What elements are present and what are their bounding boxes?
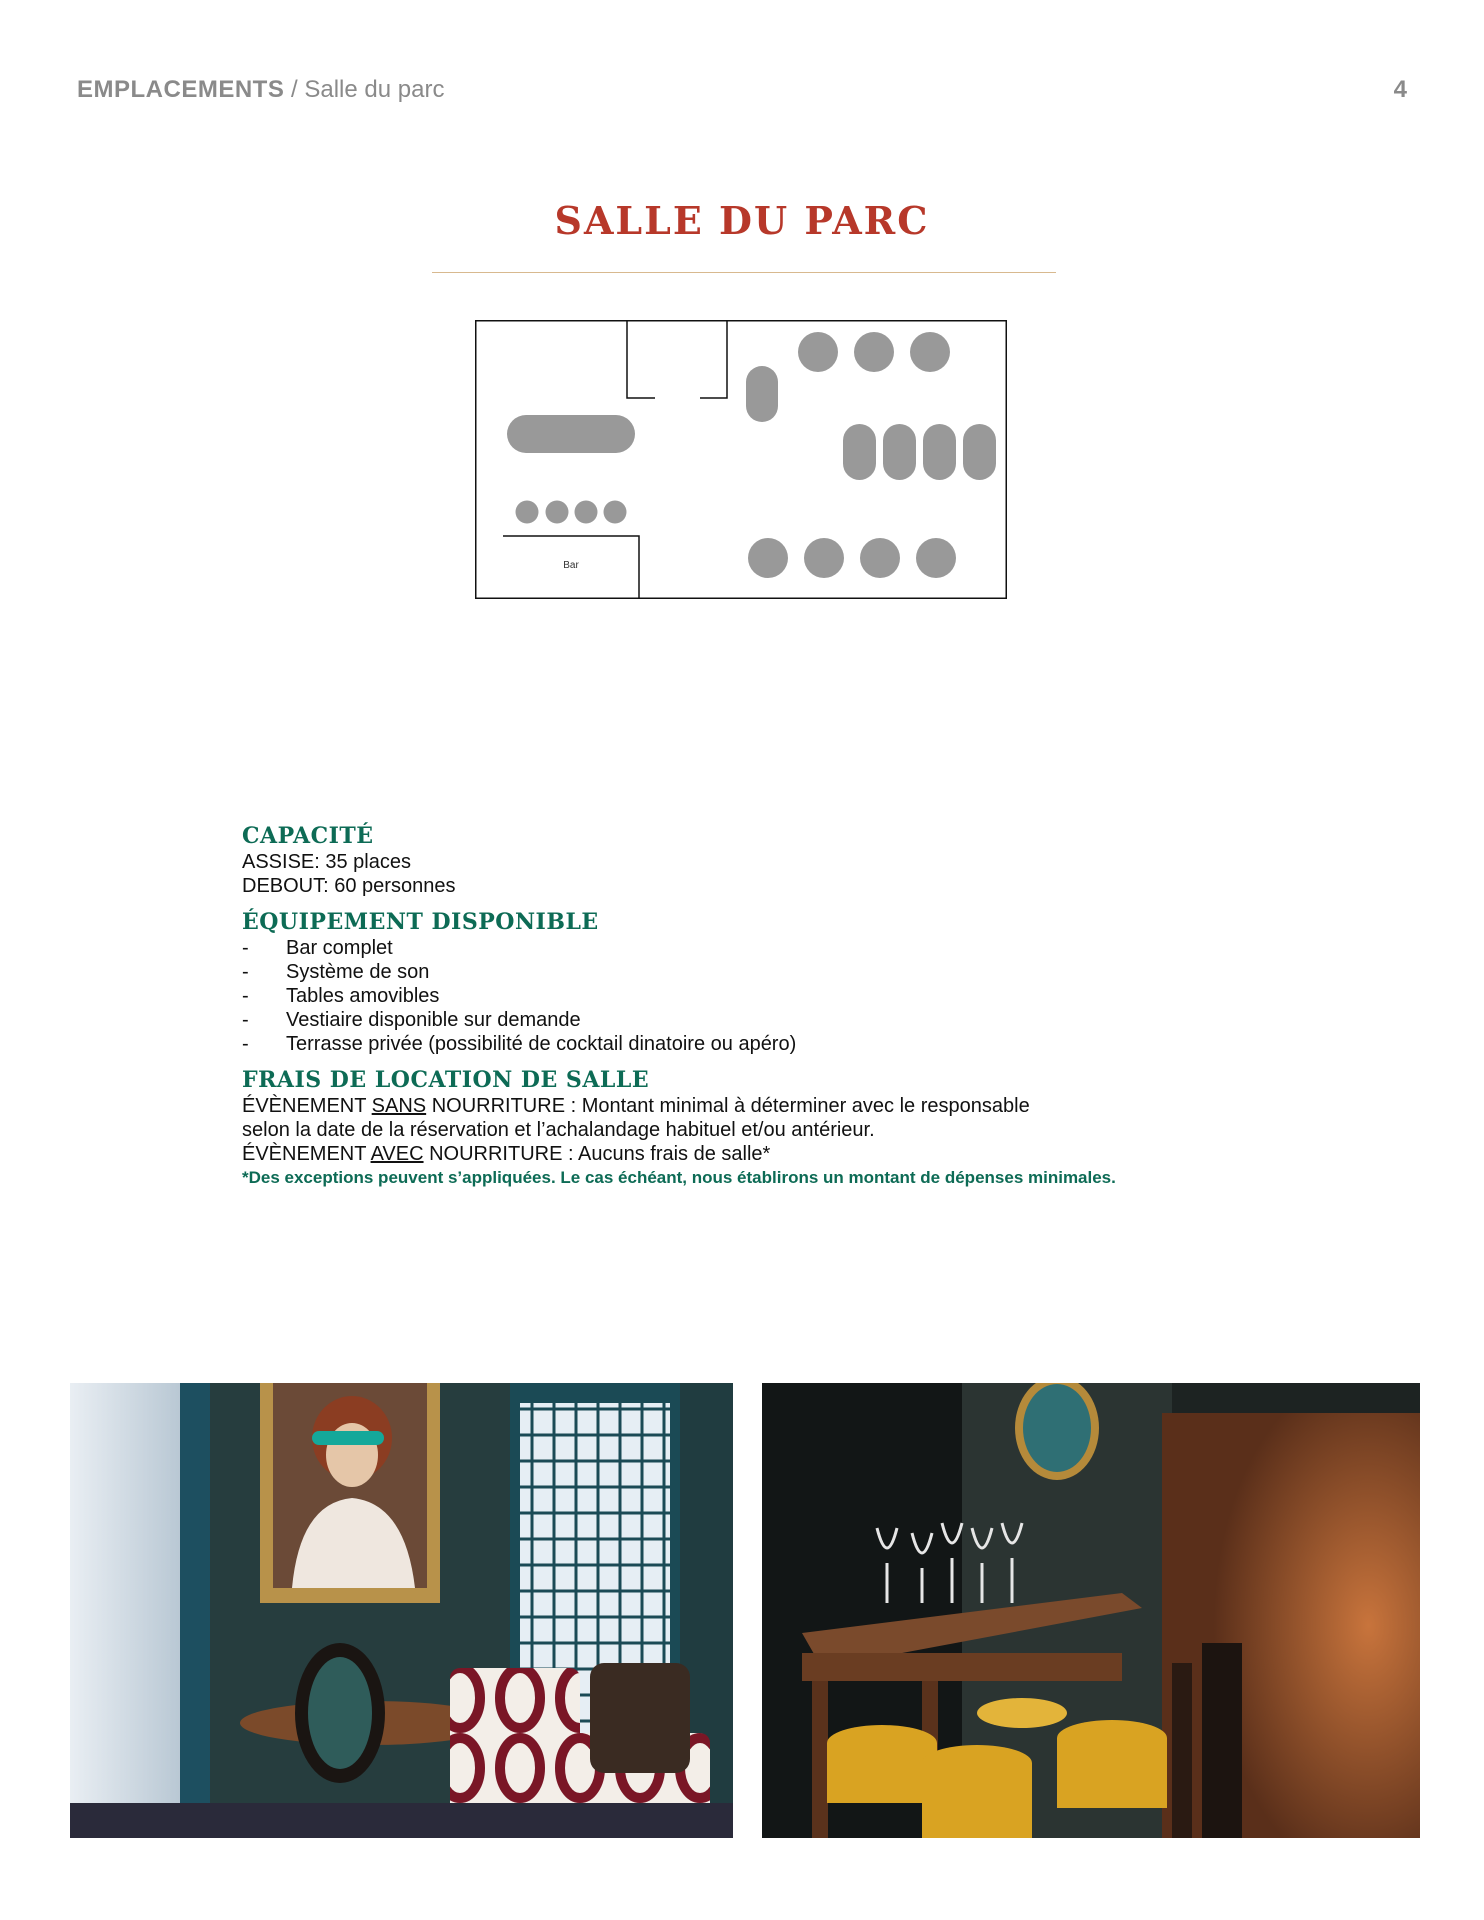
- fees-emphasis: AVEC: [370, 1143, 424, 1165]
- standing-table: [746, 366, 778, 422]
- chair-back: [295, 1643, 385, 1783]
- capacity-heading: CAPACITÉ: [242, 823, 374, 849]
- header-section: EMPLACEMENTS: [77, 76, 285, 103]
- bar-stool: [516, 501, 539, 524]
- list-item: [242, 936, 1302, 960]
- bar-stool: [604, 501, 627, 524]
- fees-text: NOURRITURE : Montant minimal à déterminer avec le responsable: [426, 1095, 1030, 1117]
- round-table: [854, 332, 894, 372]
- capacity-section: [242, 822, 1302, 898]
- list-item-text: Bar complet: [286, 937, 393, 959]
- list-item-text: Terrasse privée (possibilité de cocktail dinatoire ou apéro): [286, 1033, 797, 1055]
- fees-note: *Des exceptions peuvent s’appliquées. Le cas échéant, nous établirons un montant de dépenses minimales.: [242, 1168, 1116, 1187]
- list-item-text: Tables amovibles: [286, 985, 440, 1007]
- list-bullet: -: [242, 961, 249, 983]
- list-item: [242, 984, 1302, 1008]
- list-item: [242, 960, 1302, 984]
- round-table: [860, 538, 900, 578]
- equipment-heading: ÉQUIPEMENT DISPONIBLE: [242, 909, 599, 935]
- capacity-seated: ASSISE: 35 places: [242, 851, 411, 873]
- equipment-section: [242, 908, 1302, 1056]
- round-table: [916, 538, 956, 578]
- fees-text: NOURRITURE : Aucuns frais de salle*: [423, 1143, 771, 1165]
- list-item-text: Système de son: [286, 961, 430, 983]
- room-details: [242, 822, 1302, 1200]
- floor-plan: [475, 320, 1007, 599]
- list-bullet: -: [242, 985, 249, 1007]
- portrait-frame: [260, 1383, 440, 1603]
- round-table: [910, 332, 950, 372]
- list-bullet: -: [242, 1009, 249, 1031]
- header-separator: /: [284, 76, 305, 103]
- bar-stool: [546, 501, 569, 524]
- list-bullet: -: [242, 937, 249, 959]
- long-table: [507, 415, 635, 453]
- bar-stool: [575, 501, 598, 524]
- oval-table: [843, 424, 876, 480]
- fees-without-food-detail: selon la date de la réservation et l’achalandage habituel et/ou antérieur.: [242, 1119, 875, 1141]
- page-title: SALLE DU PARC: [554, 198, 930, 243]
- fees-emphasis: SANS: [371, 1095, 427, 1117]
- fees-with-food: [242, 1142, 1302, 1166]
- title-divider: [432, 272, 1056, 273]
- list-bullet: -: [242, 1033, 249, 1055]
- fees-section: [242, 1066, 1302, 1190]
- fees-label: ÉVÈNEMENT: [242, 1095, 372, 1117]
- list-item: [242, 1008, 1302, 1032]
- fees-heading: FRAIS DE LOCATION DE SALLE: [242, 1067, 650, 1093]
- oval-table: [963, 424, 996, 480]
- list-item-text: Vestiaire disponible sur demande: [286, 1009, 581, 1031]
- header-subsection: Salle du parc: [304, 76, 445, 103]
- bar-label: Bar: [563, 560, 579, 571]
- round-table: [798, 332, 838, 372]
- equipment-list: [242, 936, 1302, 1056]
- oval-table: [883, 424, 916, 480]
- page-header: [77, 76, 1407, 106]
- fees-without-food: [242, 1094, 1302, 1118]
- capacity-standing: DEBOUT: 60 personnes: [242, 875, 456, 897]
- round-table: [748, 538, 788, 578]
- oval-table: [923, 424, 956, 480]
- list-item: [242, 1032, 1302, 1056]
- page-number: 4: [1393, 76, 1407, 103]
- room-photo-table: [762, 1383, 1420, 1838]
- fees-label: ÉVÈNEMENT: [242, 1143, 371, 1165]
- round-table: [804, 538, 844, 578]
- room-photo-portrait: [70, 1383, 733, 1838]
